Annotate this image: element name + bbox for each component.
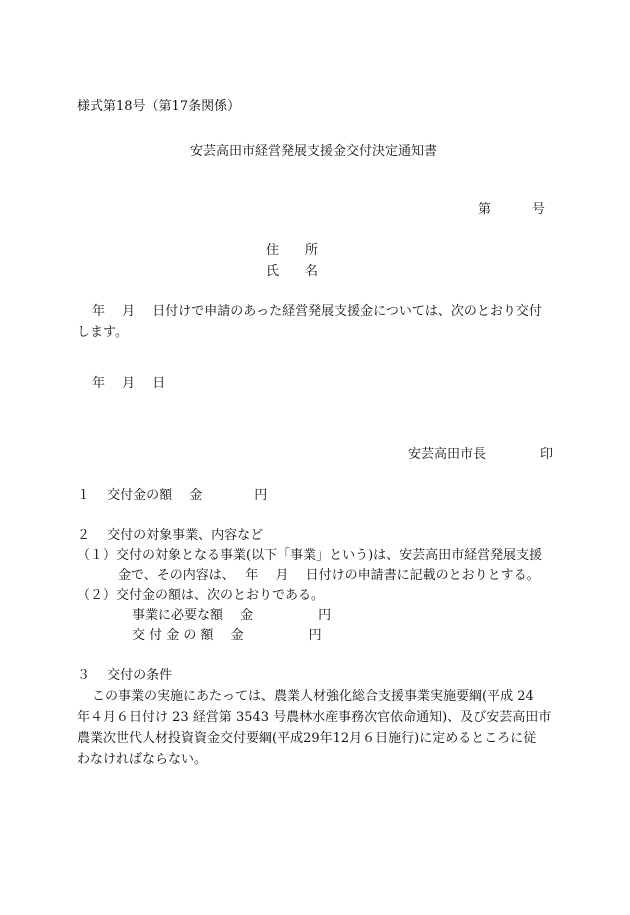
section-3-line-2: 年４月６日付け 23 経営第 3543 号農林水産事務次官依命通知)、及び安芸高田市 — [77, 710, 552, 725]
grant-amount-line: 交 付 金 の 額 金 円 — [132, 628, 322, 643]
date-line: 年 月 日 — [92, 376, 166, 391]
seal-mark: 印 — [540, 447, 554, 462]
mayor-signature: 安芸高田市長 — [408, 447, 487, 462]
doc-number-prefix: 第 — [478, 202, 492, 217]
section-3-line-3: 農業次世代人材投資資金交付要綱(平成29年12月６日施行)に定めるところに従 — [77, 731, 537, 746]
section-3-line-4: わなければならない。 — [77, 752, 208, 767]
section-3-heading: ３ 交付の条件 — [77, 668, 173, 683]
intro-line-1: 年 月 日付けで申請のあった経営発展支援金については、次のとおり交付 — [92, 304, 542, 319]
doc-number-suffix: 号 — [532, 202, 546, 217]
intro-line-2: します。 — [77, 325, 128, 340]
section-3-line-1: この事業の実施にあたっては、農業人材強化総合支援事業実施要綱(平成 24 — [92, 689, 534, 704]
section-2-item-1-line-1: （１）交付の対象となる事業(以下「事業」という)は、安芸高田市経営発展支援 — [77, 548, 543, 563]
page-title: 安芸高田市経営発展支援金交付決定通知書 — [190, 144, 438, 159]
address-label: 住 所 — [266, 243, 319, 258]
section-1-grant-amount: １ 交付金の額 金 円 — [77, 488, 268, 503]
section-2-item-2: （２）交付金の額は、次のとおりである。 — [77, 588, 325, 603]
required-amount-line: 事業に必要な額 金 円 — [132, 608, 332, 623]
section-2-heading: ２ 交付の対象事業、内容など — [77, 528, 264, 543]
section-2-item-1-line-2: 金で、その内容は、 年 月 日付けの申請書に記載のとおりとする。 — [118, 568, 540, 583]
form-number: 様式第18号（第17条関係） — [77, 99, 241, 114]
name-label: 氏 名 — [266, 264, 319, 279]
